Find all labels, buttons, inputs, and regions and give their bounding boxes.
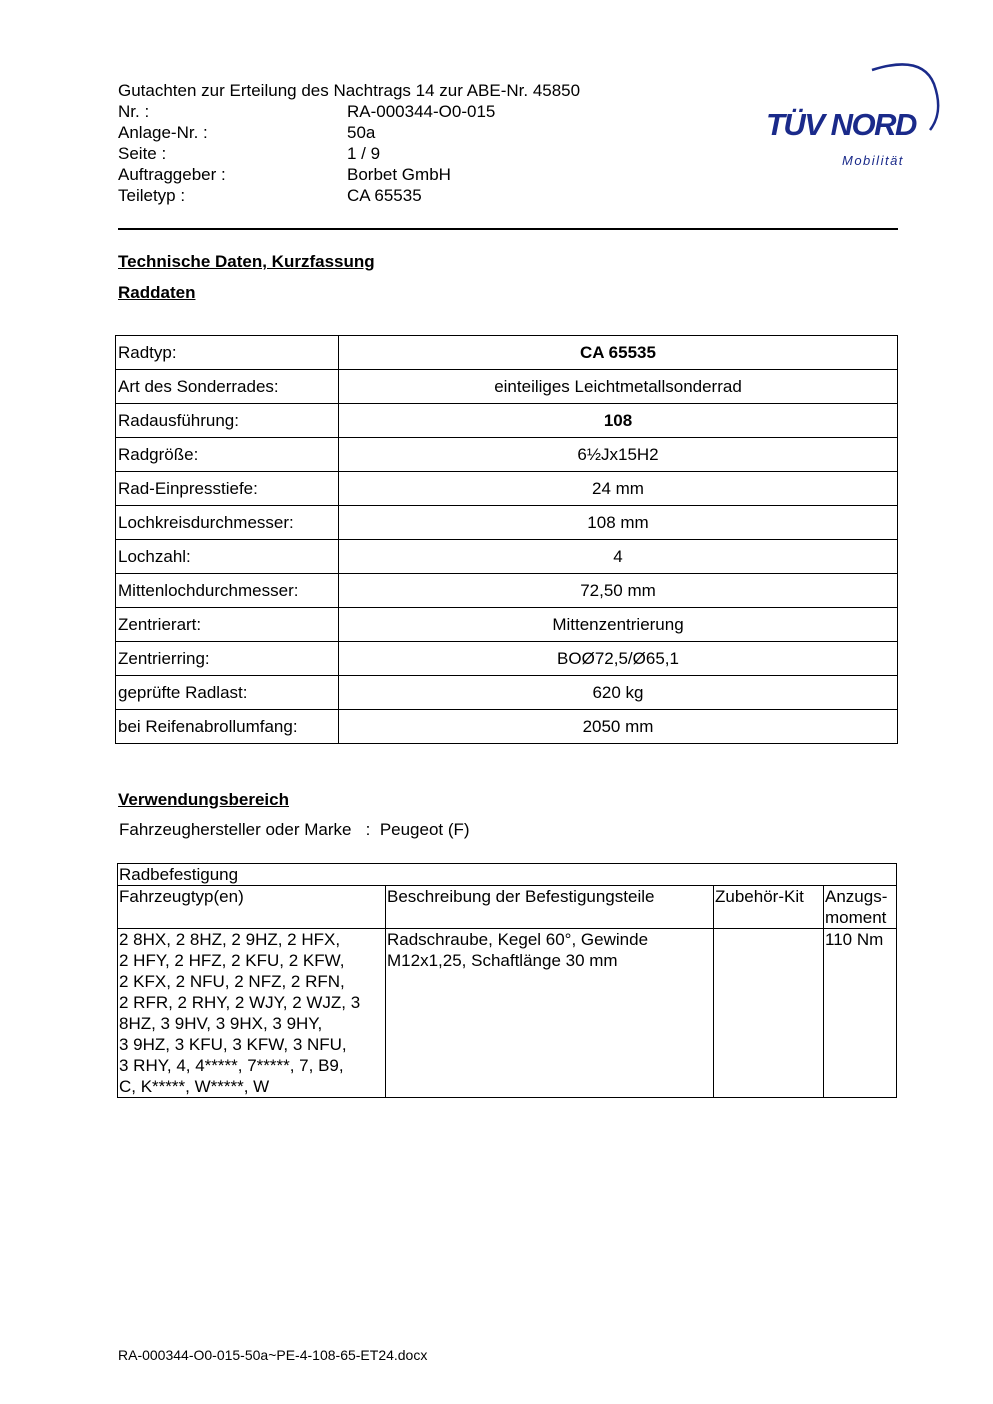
manufacturer-line bbox=[119, 820, 470, 840]
manufacturer-separator: : bbox=[365, 820, 371, 839]
table-row bbox=[118, 929, 897, 1098]
table-row bbox=[116, 472, 898, 506]
table-row bbox=[116, 506, 898, 540]
footer-filename: RA-000344-O0-015-50a~PE-4-108-65-ET24.docx bbox=[118, 1347, 428, 1363]
wheel-data-table bbox=[115, 335, 898, 744]
header-row-auftraggeber bbox=[118, 164, 678, 185]
section-title-wheel: Raddaten bbox=[118, 283, 196, 302]
header-value: Borbet GmbH bbox=[347, 165, 451, 184]
row-value: 2050 mm bbox=[339, 710, 898, 744]
row-label: Art des Sonderrades: bbox=[116, 370, 339, 404]
row-label: Radgröße: bbox=[116, 438, 339, 472]
vehicle-types-line: 8HZ, 3 9HV, 3 9HX, 3 9HY, bbox=[119, 1014, 323, 1033]
header-vehicle-types: Fahrzeugtyp(en) bbox=[118, 886, 386, 929]
row-label: Mittenlochdurchmesser: bbox=[116, 574, 339, 608]
row-label: Zentrierring: bbox=[116, 642, 339, 676]
header-row-nr bbox=[118, 101, 678, 122]
header-torque-line: Anzugs- bbox=[825, 887, 888, 906]
vehicle-types-line: 2 KFX, 2 NFU, 2 NFZ, 2 RFN, bbox=[119, 972, 345, 991]
mounting-table bbox=[117, 863, 897, 1098]
header-label: Teiletyp : bbox=[118, 186, 186, 205]
row-label: bei Reifenabrollumfang: bbox=[116, 710, 339, 744]
logo-brand: TÜV NORD bbox=[766, 107, 916, 142]
header-torque bbox=[824, 886, 897, 929]
vehicle-types-line: 2 8HX, 2 8HZ, 2 9HZ, 2 HFX, bbox=[119, 930, 341, 949]
header-torque-line: moment bbox=[825, 908, 887, 927]
table-row bbox=[116, 438, 898, 472]
row-value: BOØ72,5/Ø65,1 bbox=[339, 642, 898, 676]
description-cell bbox=[386, 929, 714, 1098]
table-row bbox=[116, 370, 898, 404]
section-title-technical: Technische Daten, Kurzfassung bbox=[118, 252, 375, 271]
row-value: 108 bbox=[339, 404, 898, 438]
header-label: Auftraggeber : bbox=[118, 165, 226, 184]
table-header-row bbox=[118, 886, 897, 929]
row-value: 24 mm bbox=[339, 472, 898, 506]
header-divider bbox=[118, 228, 898, 230]
description-line: M12x1,25, Schaftlänge 30 mm bbox=[387, 951, 618, 970]
row-value: einteiliges Leichtmetallsonderrad bbox=[339, 370, 898, 404]
row-value: 620 kg bbox=[339, 676, 898, 710]
row-label: Rad-Einpresstiefe: bbox=[116, 472, 339, 506]
vehicle-types-line: 2 RFR, 2 RHY, 2 WJY, 2 WJZ, 3 bbox=[119, 993, 361, 1012]
header-value: 50a bbox=[347, 123, 376, 142]
table-row bbox=[116, 676, 898, 710]
accessory-kit-cell bbox=[714, 929, 824, 1098]
row-label: Radtyp: bbox=[116, 336, 339, 370]
row-value: CA 65535 bbox=[339, 336, 898, 370]
row-label: Lochzahl: bbox=[116, 540, 339, 574]
row-value: Mittenzentrierung bbox=[339, 608, 898, 642]
row-label: Zentrierart: bbox=[116, 608, 339, 642]
logo-subtitle: Mobilität bbox=[842, 153, 904, 168]
row-label: Lochkreisdurchmesser: bbox=[116, 506, 339, 540]
table-row bbox=[116, 710, 898, 744]
table-row bbox=[116, 574, 898, 608]
mounting-table-title: Radbefestigung bbox=[118, 864, 897, 886]
table-row bbox=[116, 540, 898, 574]
table-row bbox=[118, 864, 897, 886]
header-value: RA-000344-O0-015 bbox=[347, 102, 496, 121]
vehicle-types-line: 2 HFY, 2 HFZ, 2 KFU, 2 KFW, bbox=[119, 951, 345, 970]
header-row-anlage bbox=[118, 122, 678, 143]
row-value: 4 bbox=[339, 540, 898, 574]
header-label: Nr. : bbox=[118, 102, 150, 121]
row-value: 72,50 mm bbox=[339, 574, 898, 608]
vehicle-types-line: C, K*****, W*****, W bbox=[119, 1077, 270, 1096]
torque-cell: 110 Nm bbox=[824, 929, 897, 1098]
tuv-nord-logo bbox=[760, 56, 950, 176]
header-label: Anlage-Nr. : bbox=[118, 123, 208, 142]
table-row bbox=[116, 404, 898, 438]
row-label: Radausführung: bbox=[116, 404, 339, 438]
manufacturer-label: Fahrzeughersteller oder Marke bbox=[119, 820, 352, 839]
row-value: 108 mm bbox=[339, 506, 898, 540]
row-value: 6½Jx15H2 bbox=[339, 438, 898, 472]
vehicle-types-line: 3 RHY, 4, 4*****, 7*****, 7, B9, bbox=[119, 1056, 344, 1075]
header-row-seite bbox=[118, 143, 678, 164]
row-label: geprüfte Radlast: bbox=[116, 676, 339, 710]
document-header bbox=[118, 80, 678, 206]
vehicle-types-cell bbox=[118, 929, 386, 1098]
header-value: 1 / 9 bbox=[347, 144, 381, 163]
manufacturer-value: Peugeot (F) bbox=[379, 820, 470, 839]
header-label: Seite : bbox=[118, 144, 167, 163]
description-line: Radschraube, Kegel 60°, Gewinde bbox=[387, 930, 649, 949]
header-description: Beschreibung der Befestigungsteile bbox=[386, 886, 714, 929]
table-row bbox=[116, 608, 898, 642]
table-row bbox=[116, 642, 898, 676]
section-title-usage: Verwendungsbereich bbox=[118, 790, 289, 809]
header-row-teiletyp bbox=[118, 185, 678, 206]
header-accessory-kit: Zubehör-Kit bbox=[714, 886, 824, 929]
vehicle-types-line: 3 9HZ, 3 KFU, 3 KFW, 3 NFU, bbox=[119, 1035, 347, 1054]
header-value: CA 65535 bbox=[347, 186, 422, 205]
table-row bbox=[116, 336, 898, 370]
document-title: Gutachten zur Erteilung des Nachtrags 14 zur ABE-Nr. 45850 bbox=[118, 81, 581, 100]
